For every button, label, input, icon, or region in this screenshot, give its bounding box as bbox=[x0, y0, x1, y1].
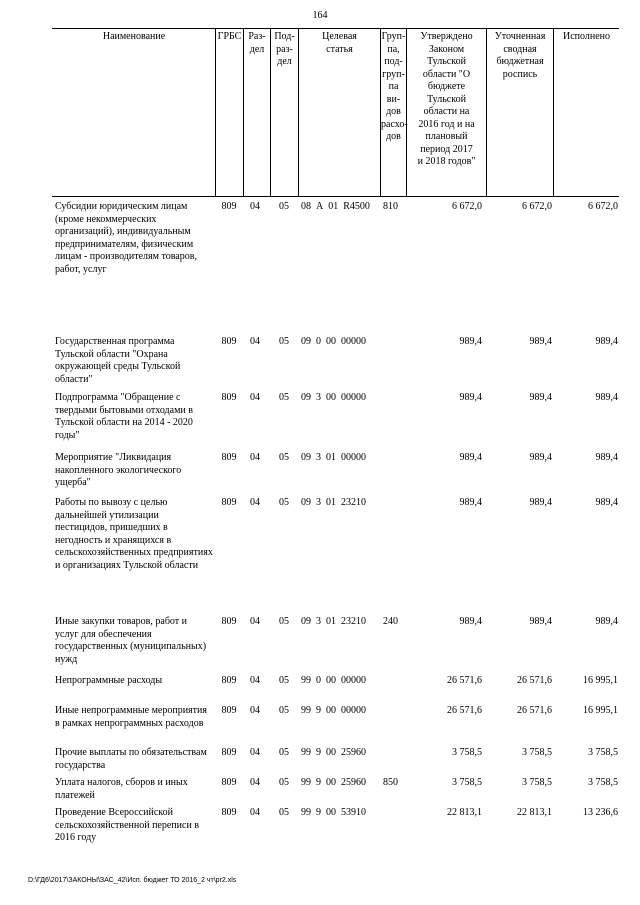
cell-razdel: 04 bbox=[250, 777, 260, 788]
header-clarified: Уточненная сводная бюджетная роспись bbox=[494, 31, 546, 80]
cell-name: Мероприятие "Ликвидация накопленного экологического ущерба" bbox=[55, 452, 182, 488]
cell-name: Непрограммные расходы bbox=[55, 675, 163, 686]
cell-grbs: 809 bbox=[221, 497, 237, 508]
cell-vid: 850 bbox=[383, 777, 398, 788]
cell-podrazdel: 05 bbox=[279, 392, 289, 403]
cell-clarified: 26 571,6 bbox=[517, 705, 552, 716]
cell-approved: 22 813,1 bbox=[447, 807, 482, 818]
cell-clarified: 989,4 bbox=[529, 616, 552, 627]
cell-target: 09 3 01 00000 bbox=[301, 452, 366, 463]
cell-approved: 3 758,5 bbox=[452, 747, 482, 758]
cell-executed: 13 236,6 bbox=[583, 807, 618, 818]
cell-target: 08 А 01 R4500 bbox=[301, 201, 370, 212]
cell-approved: 6 672,0 bbox=[452, 201, 482, 212]
cell-razdel: 04 bbox=[250, 497, 260, 508]
cell-name: Субсидии юридическим лицам (кроме некоммерческих организаций), индивидуальным предпринимателям, физическим лицам - производителям товаров, работ, услуг bbox=[55, 201, 197, 275]
cell-target: 99 9 00 00000 bbox=[301, 705, 366, 716]
cell-razdel: 04 bbox=[250, 675, 260, 686]
cell-grbs: 809 bbox=[221, 675, 237, 686]
cell-name: Иные закупки товаров, работ и услуг для обеспечения государственных (муниципальных) нужд bbox=[55, 616, 207, 665]
header-executed: Исполнено bbox=[562, 31, 610, 42]
header-approved: Утверждено Законом Тульской области "О бюджете Тульской области на 2016 год и на плановый период 2017 и 2018 годов" bbox=[417, 31, 476, 167]
cell-approved: 26 571,6 bbox=[447, 705, 482, 716]
header-name: Наименование bbox=[102, 31, 166, 42]
cell-approved: 3 758,5 bbox=[452, 777, 482, 788]
cell-grbs: 809 bbox=[221, 807, 237, 818]
cell-executed: 3 758,5 bbox=[588, 777, 618, 788]
header-razdel: Раз- дел bbox=[248, 31, 266, 55]
cell-approved: 989,4 bbox=[459, 392, 482, 403]
cell-executed: 989,4 bbox=[595, 452, 618, 463]
cell-razdel: 04 bbox=[250, 201, 260, 212]
footer-file-path: D:\ГД6\2017\ЗАКОНЫ\ЗАС_42\Исп. бюджет ТО 2016_2 чт\pr2.xls bbox=[28, 877, 237, 884]
column-divider bbox=[215, 28, 216, 196]
cell-razdel: 04 bbox=[250, 336, 260, 347]
cell-target: 99 9 00 53910 bbox=[301, 807, 366, 818]
header-top-rule bbox=[52, 28, 619, 29]
cell-razdel: 04 bbox=[250, 392, 260, 403]
cell-name: Прочие выплаты по обязательствам государства bbox=[55, 747, 207, 771]
cell-clarified: 22 813,1 bbox=[517, 807, 552, 818]
cell-executed: 3 758,5 bbox=[588, 747, 618, 758]
cell-podrazdel: 05 bbox=[279, 616, 289, 627]
cell-razdel: 04 bbox=[250, 616, 260, 627]
cell-executed: 6 672,0 bbox=[588, 201, 618, 212]
cell-vid: 810 bbox=[383, 201, 398, 212]
column-divider bbox=[553, 28, 554, 196]
header-vid: Груп- па, под- груп- па ви- дов расхо- дов bbox=[381, 31, 408, 142]
cell-grbs: 809 bbox=[221, 336, 237, 347]
cell-grbs: 809 bbox=[221, 747, 237, 758]
cell-podrazdel: 05 bbox=[279, 497, 289, 508]
cell-name: Государственная программа Тульской области "Охрана окружающей среды Тульской области" bbox=[55, 336, 181, 385]
cell-grbs: 809 bbox=[221, 452, 237, 463]
cell-approved: 989,4 bbox=[459, 497, 482, 508]
cell-target: 09 3 01 23210 bbox=[301, 616, 366, 627]
cell-target: 09 0 00 00000 bbox=[301, 336, 366, 347]
cell-clarified: 989,4 bbox=[529, 392, 552, 403]
cell-target: 99 9 00 25960 bbox=[301, 747, 366, 758]
cell-approved: 26 571,6 bbox=[447, 675, 482, 686]
cell-razdel: 04 bbox=[250, 807, 260, 818]
header-target: Целевая статья bbox=[322, 31, 357, 55]
cell-executed: 989,4 bbox=[595, 392, 618, 403]
cell-name: Подпрограмма "Обращение с твердыми бытовыми отходами в Тульской области на 2014 - 2020 годы" bbox=[55, 392, 193, 441]
cell-grbs: 809 bbox=[221, 705, 237, 716]
page-number: 164 bbox=[312, 10, 328, 21]
cell-podrazdel: 05 bbox=[279, 336, 289, 347]
header-podrazdel: Под- раз- дел bbox=[274, 31, 295, 67]
cell-executed: 16 995,1 bbox=[583, 705, 618, 716]
cell-razdel: 04 bbox=[250, 705, 260, 716]
cell-executed: 989,4 bbox=[595, 497, 618, 508]
cell-name: Иные непрограммные мероприятия в рамках непрограммных расходов bbox=[55, 705, 207, 729]
cell-clarified: 3 758,5 bbox=[522, 777, 552, 788]
cell-approved: 989,4 bbox=[459, 336, 482, 347]
cell-executed: 989,4 bbox=[595, 336, 618, 347]
header-grbs: ГРБС bbox=[217, 31, 242, 42]
cell-name: Уплата налогов, сборов и иных платежей bbox=[55, 777, 188, 801]
cell-clarified: 6 672,0 bbox=[522, 201, 552, 212]
cell-target: 99 0 00 00000 bbox=[301, 675, 366, 686]
cell-clarified: 989,4 bbox=[529, 497, 552, 508]
cell-target: 99 9 00 25960 bbox=[301, 777, 366, 788]
cell-podrazdel: 05 bbox=[279, 452, 289, 463]
cell-podrazdel: 05 bbox=[279, 705, 289, 716]
cell-grbs: 809 bbox=[221, 201, 237, 212]
cell-grbs: 809 bbox=[221, 616, 237, 627]
cell-razdel: 04 bbox=[250, 452, 260, 463]
cell-clarified: 3 758,5 bbox=[522, 747, 552, 758]
cell-executed: 989,4 bbox=[595, 616, 618, 627]
cell-approved: 989,4 bbox=[459, 616, 482, 627]
cell-clarified: 26 571,6 bbox=[517, 675, 552, 686]
cell-approved: 989,4 bbox=[459, 452, 482, 463]
cell-podrazdel: 05 bbox=[279, 747, 289, 758]
cell-grbs: 809 bbox=[221, 392, 237, 403]
cell-podrazdel: 05 bbox=[279, 807, 289, 818]
cell-podrazdel: 05 bbox=[279, 201, 289, 212]
cell-grbs: 809 bbox=[221, 777, 237, 788]
cell-clarified: 989,4 bbox=[529, 336, 552, 347]
cell-target: 09 3 01 23210 bbox=[301, 497, 366, 508]
cell-executed: 16 995,1 bbox=[583, 675, 618, 686]
cell-vid: 240 bbox=[383, 616, 398, 627]
cell-name: Проведение Всероссийской сельскохозяйственной переписи в 2016 году bbox=[55, 807, 200, 843]
cell-razdel: 04 bbox=[250, 747, 260, 758]
cell-clarified: 989,4 bbox=[529, 452, 552, 463]
cell-target: 09 3 00 00000 bbox=[301, 392, 366, 403]
cell-podrazdel: 05 bbox=[279, 675, 289, 686]
header-bottom-rule bbox=[52, 196, 619, 197]
cell-podrazdel: 05 bbox=[279, 777, 289, 788]
cell-name: Работы по вывозу с целью дальнейшей утилизации пестицидов, пришедших в негодность и хранящихся в сельскохозяйственных предприятиях и организациях Тульской области bbox=[55, 497, 213, 571]
